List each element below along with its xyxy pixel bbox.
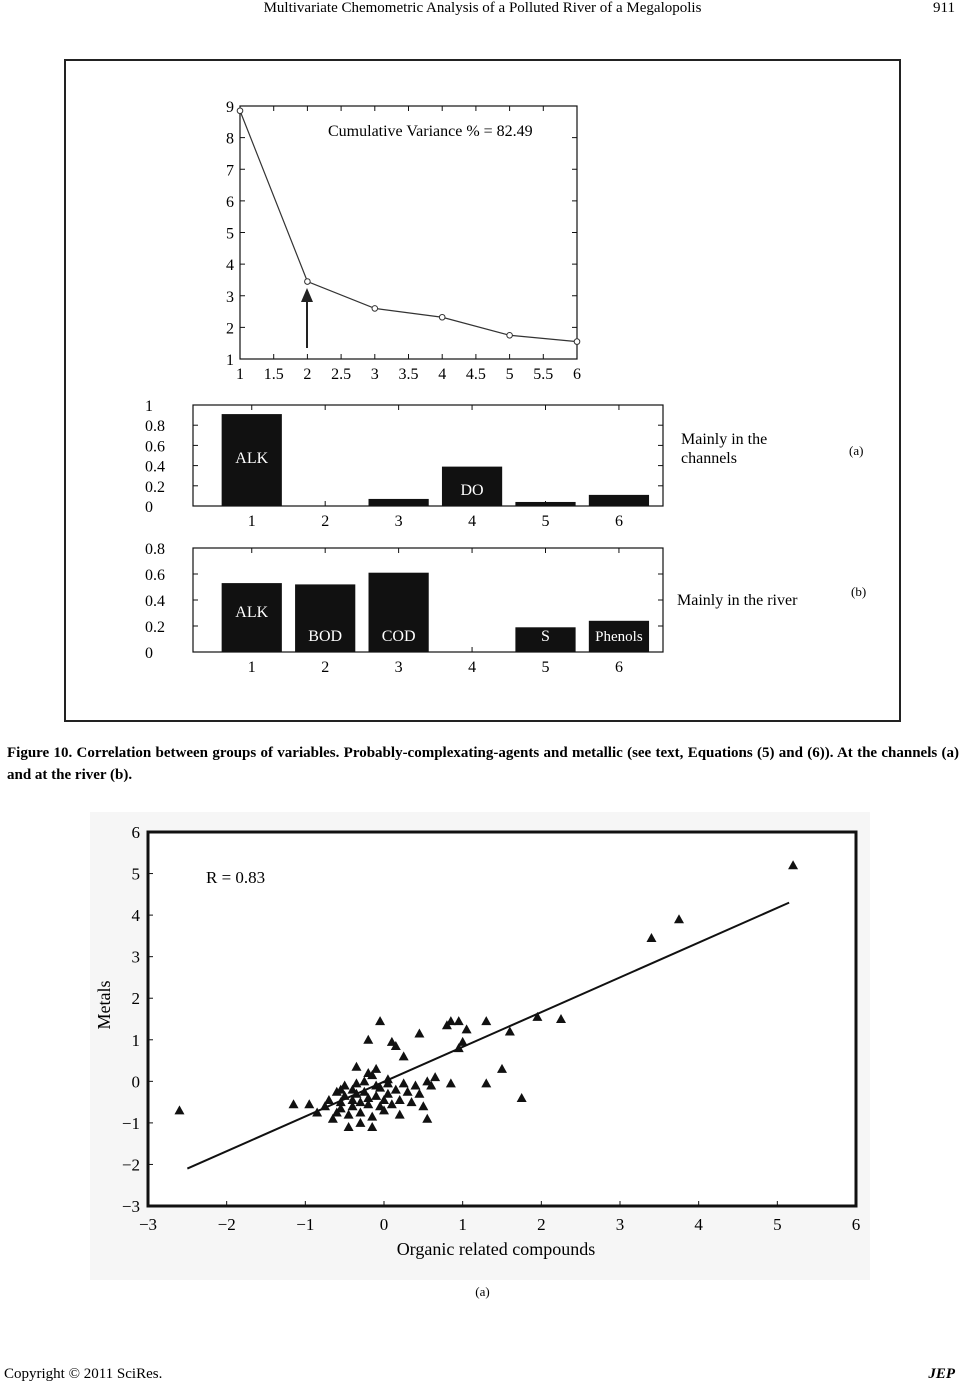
scatter-plot [90, 812, 870, 1280]
scree-y-tick-label: 6 [226, 193, 234, 211]
scree-x-tick-label: 3 [370, 366, 379, 383]
scree-annotation: Cumulative Variance % = 82.49 [328, 123, 533, 140]
bars-a-note [681, 430, 767, 468]
scatter-x-tick-label: −1 [296, 1215, 315, 1234]
bars-a-note-line1: Mainly in the [681, 431, 768, 448]
scree-x-tick-label: 2.5 [331, 366, 352, 383]
scree-y-tick-label: 3 [226, 288, 234, 306]
scatter-y-tick-label: −1 [121, 1113, 140, 1133]
scree-point [237, 108, 243, 114]
scree-point [372, 306, 378, 312]
bars-b-tag: (b) [851, 584, 867, 599]
scatter-ylabel: Metals [94, 980, 114, 1030]
bars-a-y-tick-label: 0.6 [145, 438, 165, 456]
scree-y-tick-label: 9 [226, 99, 234, 116]
scree-x-tick-label: 5.5 [533, 366, 554, 383]
scree-point [439, 314, 445, 320]
scatter-y-tick-label: 1 [131, 1030, 140, 1050]
figure-10-caption: Figure 10. Correlation between groups of variables. Probably-complexating-agents and metallic (see text, Equations (5) and (6)). At the channels (a) and at the river (b). [7, 745, 959, 783]
bars-a-x-tick-label: 2 [321, 513, 330, 530]
scree-x-tick-label: 3.5 [398, 366, 419, 383]
scatter-y-tick-label: 4 [131, 906, 140, 926]
scree-point [574, 339, 580, 345]
bars-b-x-tick-label: 6 [614, 659, 623, 676]
scatter-xlabel: Organic related compounds [396, 1239, 596, 1259]
footer-journal: JEP [928, 1366, 955, 1382]
scatter-y-tick-label: 6 [131, 823, 140, 842]
scree-plot [220, 92, 590, 387]
scree-y-tick-label: 4 [226, 257, 234, 275]
bars-a-bar [589, 495, 649, 506]
bars-a-y-tick-label: 0.4 [145, 458, 165, 476]
bars-a-x-tick-label: 4 [468, 513, 477, 530]
scree-x-tick-label: 2 [303, 366, 312, 383]
bars-b-bar-label: Phenols [595, 629, 643, 645]
scree-y-tick-label: 5 [226, 225, 234, 243]
bars-a-x-tick-label: 3 [394, 513, 403, 530]
bars-a-bar-label: DO [460, 482, 484, 499]
scree-x-tick-label: 6 [573, 366, 581, 383]
bars-b-x-tick-label: 4 [468, 659, 477, 676]
scatter-y-tick-label: 0 [131, 1072, 140, 1092]
bars-b-bar-label: S [541, 628, 550, 645]
scree-x-tick-label: 4.5 [465, 366, 486, 383]
bars-b-note: Mainly in the river [677, 592, 798, 609]
scree-x-tick-label: 1 [236, 366, 244, 383]
bars-b-y-tick-label: 0.6 [145, 567, 165, 584]
scatter-x-tick-label: −2 [217, 1215, 236, 1234]
bars-b-y-tick-label: 0.2 [145, 619, 165, 636]
scree-point [305, 279, 311, 285]
bars-b-y-tick-label: 0.8 [145, 541, 165, 558]
scatter-subcaption: (a) [475, 1284, 490, 1299]
scree-y-tick-label: 1 [226, 352, 234, 369]
bars-a-y-tick-label: 1 [145, 398, 153, 415]
scatter-axes [148, 832, 856, 1206]
bars-b-bar-label: COD [381, 628, 416, 645]
scree-x-tick-label: 5 [505, 366, 514, 383]
bars-a-tag: (a) [849, 443, 864, 458]
scatter-y-tick-label: −3 [121, 1197, 140, 1216]
scatter-x-tick-label: 0 [379, 1215, 389, 1234]
bars-a-bar [515, 502, 575, 506]
scatter-x-tick-label: 2 [537, 1215, 546, 1234]
scree-y-tick-label: 2 [226, 320, 234, 338]
footer-copyright: Copyright © 2011 SciRes. [4, 1366, 163, 1382]
page-number: 911 [933, 0, 955, 16]
bar-chart-b [100, 538, 670, 678]
bars-b-bar-label: BOD [308, 628, 343, 645]
scatter-y-tick-label: 5 [131, 864, 140, 884]
r-label: R = 0.83 [206, 868, 266, 887]
scatter-x-tick-label: 4 [694, 1215, 703, 1234]
scree-x-tick-label: 1.5 [263, 366, 284, 383]
scree-arrow [301, 288, 313, 348]
bars-b-x-tick-label: 3 [394, 659, 403, 676]
bars-a-y-tick-label: 0 [145, 499, 153, 516]
scatter-y-tick-label: 2 [131, 989, 140, 1009]
scatter-y-tick-label: 3 [131, 947, 140, 967]
bars-a-bar-label: ALK [235, 449, 269, 467]
bars-a-y-tick-label: 0.2 [145, 478, 165, 496]
scree-point [507, 332, 513, 338]
bars-a-note-line2: channels [681, 450, 737, 467]
bars-b-bar-label: ALK [235, 603, 269, 621]
bars-b-x-tick-label: 2 [321, 659, 330, 676]
scree-y-tick-label: 7 [226, 162, 234, 180]
bars-a-y-tick-label: 0.8 [145, 418, 165, 436]
scree-x-tick-label: 4 [438, 366, 447, 383]
scatter-x-tick-label: 3 [615, 1215, 625, 1234]
bars-b-y-tick-label: 0 [145, 645, 153, 662]
bars-b-y-tick-label: 0.4 [145, 593, 165, 610]
bars-a-x-tick-label: 5 [541, 513, 550, 530]
bars-b-x-tick-label: 5 [541, 659, 550, 676]
scatter-x-tick-label: 5 [773, 1215, 782, 1234]
scatter-x-tick-label: 1 [458, 1215, 467, 1234]
bars-a-x-tick-label: 6 [614, 513, 623, 530]
scatter-y-tick-label: −2 [121, 1155, 140, 1175]
scatter-x-tick-label: 6 [851, 1215, 861, 1234]
bars-a-bar [369, 499, 429, 506]
scree-plot-axes [240, 106, 577, 359]
scree-y-tick-label: 8 [226, 130, 234, 148]
bars-b-x-tick-label: 1 [247, 659, 256, 676]
bars-a-x-tick-label: 1 [247, 513, 256, 530]
scree-series-line [240, 111, 577, 342]
running-header: Multivariate Chemometric Analysis of a Polluted River of a Megalopolis [263, 0, 702, 16]
bar-chart-a [100, 395, 670, 535]
scatter-x-tick-label: −3 [138, 1215, 158, 1234]
